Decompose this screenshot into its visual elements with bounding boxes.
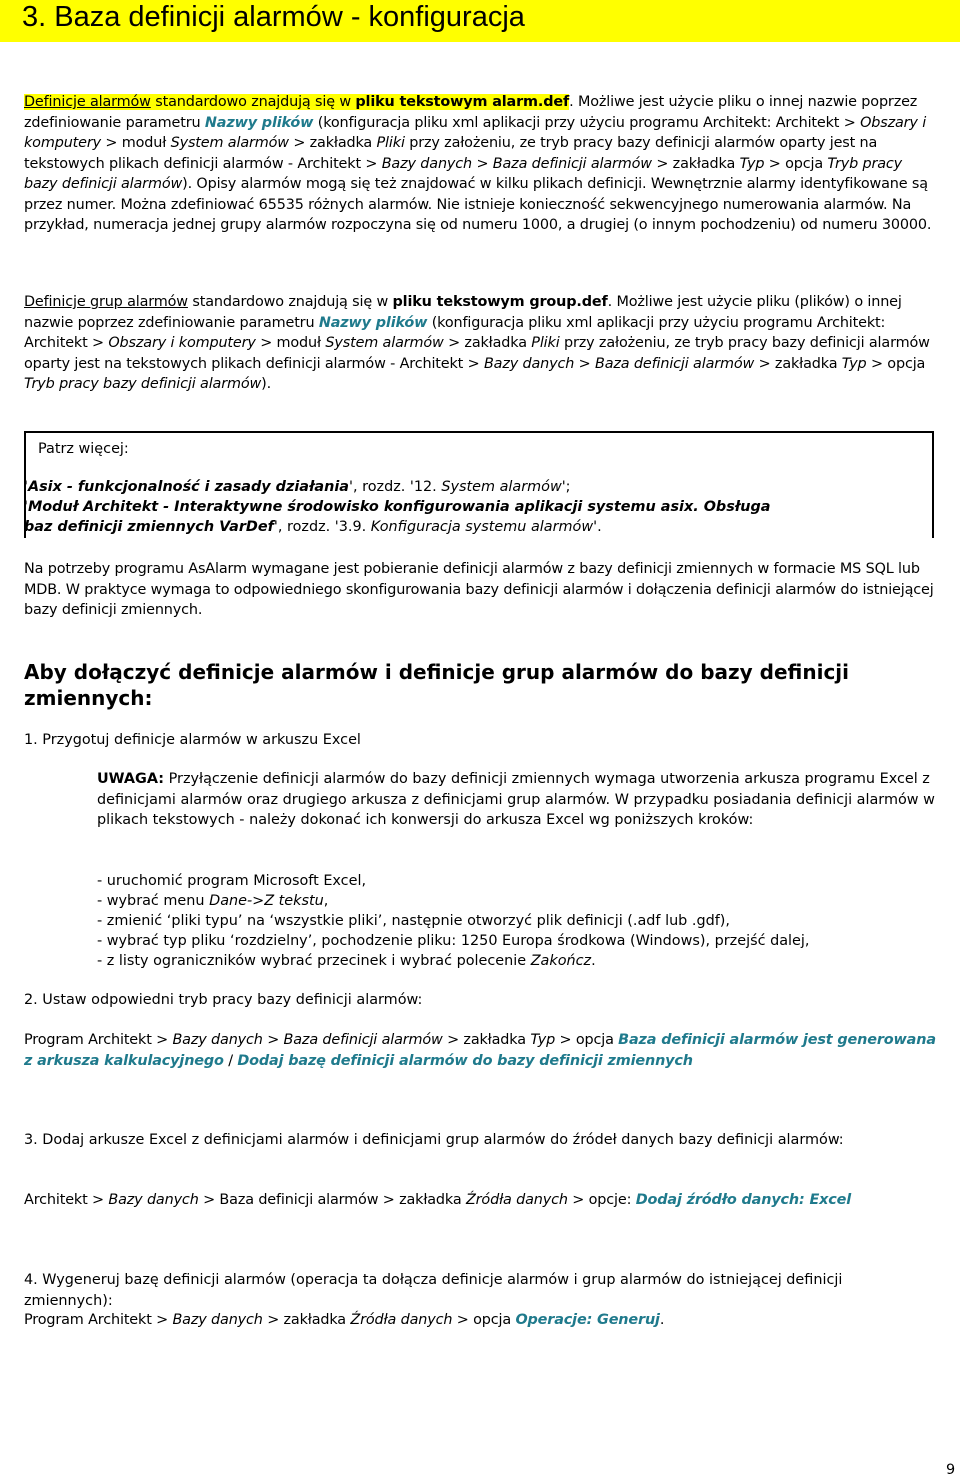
- text-run: '.: [593, 519, 602, 535]
- text-run: System alarmów: [325, 335, 444, 351]
- alarm-groups-paragraph: [24, 292, 938, 395]
- text-run: . Możliwe jest użycie pliku o innej nazwie poprzez zdefiniowanie parametru: [24, 94, 918, 131]
- page-title: 3. Baza definicji alarmów - konfiguracja: [22, 1, 525, 33]
- step-3-path: [24, 1190, 938, 1211]
- alarm-definitions-paragraph: [24, 92, 938, 236]
- text-run: Pliki: [376, 135, 405, 151]
- text-run: System alarmów: [441, 479, 562, 495]
- option-generate-from-spreadsheet[interactable]: Baza definicji alarmów jest generowana z arkusza kalkulacyjnego: [24, 1032, 936, 1069]
- text-run: > moduł: [101, 135, 171, 151]
- text-run: >: [262, 1032, 284, 1048]
- text-run: Konfiguracja systemu alarmów: [370, 519, 594, 535]
- text-run: standardowo znajdują się w: [150, 94, 356, 110]
- text-run: Program Architekt >: [24, 1312, 173, 1328]
- text-run: > zakładka: [651, 155, 740, 172]
- text-run: ': [24, 479, 28, 495]
- list-item: - zmienić ‘pliki typu’ na ‘wszystkie pliki’, następnie otworzyć plik definicji (.adf lub .gdf),: [97, 913, 730, 929]
- text-run: Program Architekt >: [24, 1032, 173, 1048]
- text-run: Asix - funkcjonalność i zasady działania: [27, 479, 349, 495]
- text-run: ', rozdz. '12.: [349, 479, 442, 495]
- text-run: Bazy danych: [108, 1192, 199, 1208]
- file-names-param: Nazwy plików: [318, 314, 428, 331]
- alarm-def-file: pliku tekstowym alarm.def: [355, 94, 570, 110]
- warning-paragraph: [97, 769, 952, 831]
- list-item: [97, 891, 328, 911]
- text-run: standardowo znajdują się w: [187, 294, 393, 310]
- step-1: 1. Przygotuj definicje alarmów w arkuszu Excel: [24, 732, 361, 748]
- group-def-file: pliku tekstowym group.def: [392, 294, 608, 310]
- text-run: ).: [261, 376, 272, 392]
- text-run: baz definicji zmiennych VarDef: [24, 519, 274, 535]
- text-run: Pliki: [531, 335, 560, 351]
- text-run: ). Opisy alarmów mogą się też znajdować w kilku plikach definicji. Wewnętrznie alarmy identyfikowane są przez numer. Można zdefiniować 65535 różnych alarmów. Nie istnieje konieczność sekwencyjnego numerowania alarmów. Na przykład, numeracja jednej grupy alarmów rozpoczyna się od numeru 1000, a drugiej (o innym pochodzeniu) od numeru 30000.: [24, 176, 932, 233]
- text-run: >: [472, 155, 493, 172]
- text-run: Bazy danych: [172, 1312, 263, 1328]
- text-run: Bazy danych: [172, 1032, 263, 1048]
- text-run: > opcja: [452, 1312, 516, 1328]
- text-run: Typ: [530, 1032, 556, 1048]
- section-heading: Aby dołączyć definicje alarmów i definicje grup alarmów do bazy definicji zmiennych:: [24, 660, 850, 710]
- list-item: - uruchomić program Microsoft Excel,: [97, 873, 367, 889]
- text-run: - z listy ograniczników wybrać przecinek i wybrać polecenie: [97, 953, 531, 969]
- text-run: .: [659, 1312, 665, 1328]
- see-also-box: [24, 431, 934, 538]
- text-run: Architekt >: [24, 1192, 109, 1208]
- text-run: Obszary i komputery: [108, 335, 256, 351]
- text-run: Bazy danych: [483, 355, 575, 372]
- text-run: - wybrać menu: [97, 893, 210, 909]
- text-run: > zakładka: [443, 335, 532, 351]
- see-also-ref-2-cont[interactable]: [24, 519, 602, 535]
- text-run: (konfiguracja pliku xml aplikacji przy użyciu programu Architekt: Architekt >: [313, 114, 861, 131]
- text-run: Baza definicji alarmów: [283, 1032, 443, 1048]
- text-run: Dane->Z tekstu: [209, 893, 324, 909]
- step-2: 2. Ustaw odpowiedni tryb pracy bazy definicji alarmów:: [24, 992, 423, 1008]
- text-run: przy założeniu, ze tryb pracy bazy definicji alarmów oparty jest na tekstowych plikach definicji alarmów - Architekt >: [24, 335, 930, 372]
- text-run: ';: [561, 479, 571, 495]
- alarm-groups-link[interactable]: Definicje grup alarmów: [24, 294, 188, 310]
- text-run: > opcje:: [567, 1192, 636, 1208]
- text-run: > zakładka: [442, 1032, 531, 1048]
- alarm-definitions-link[interactable]: Definicje alarmów: [24, 94, 151, 110]
- text-run: Źródła danych: [465, 1192, 568, 1208]
- text-run: > opcja: [866, 355, 926, 372]
- text-run: > Baza definicji alarmów > zakładka: [198, 1192, 466, 1208]
- page-number: 9: [946, 1462, 956, 1478]
- text-run: Przyłączenie definicji alarmów do bazy definicji zmiennych wymaga utworzenia arkusza programu Excel z definicjami alarmów oraz drugiego arkusza z definicjami grup alarmów. W przypadku posiadania definicji alarmów w plikach tekstowych - należy dokonać ich konwersji do arkusza Excel wg poniższych kroków:: [97, 771, 935, 828]
- list-item: [97, 951, 596, 971]
- text-run: >: [574, 355, 596, 372]
- asalarm-paragraph: Na potrzeby programu AsAlarm wymagane jest pobieranie definicji alarmów z bazy definicji zmiennych w formacie MS SQL lub MDB. W praktyce wymaga to odpowiedniego skonfigurowania bazy definicji alarmów i dołączenia definicji alarmów do istniejącej bazy definicji zmiennych.: [24, 561, 934, 618]
- file-names-param: Nazwy plików: [204, 114, 314, 131]
- text-run: Typ: [739, 155, 765, 172]
- warning-label: UWAGA:: [97, 771, 165, 787]
- text-run: > opcja: [555, 1032, 619, 1048]
- see-also-label: Patrz więcej:: [38, 441, 129, 457]
- text-run: Zakończ: [530, 953, 592, 969]
- text-run: ,: [323, 893, 329, 909]
- text-run: > moduł: [255, 335, 326, 351]
- text-run: > zakładka: [288, 135, 377, 151]
- text-run: Typ: [841, 355, 867, 372]
- option-generate[interactable]: Operacje: Generuj: [515, 1312, 660, 1328]
- text-run: Źródła danych: [350, 1312, 453, 1328]
- text-run: Bazy danych: [381, 155, 473, 172]
- list-item: - wybrać typ pliku ‘rozdzielny’, pochodzenie pliku: 1250 Europa środkowa (Windows), przejść dalej,: [97, 933, 810, 949]
- text-run: System alarmów: [170, 135, 289, 151]
- text-run: Moduł Architekt - Interaktywne środowisko konfigurowania aplikacji systemu asix. Obsługa: [27, 499, 771, 515]
- text-run: > opcja: [764, 155, 828, 172]
- step-4-path: [24, 1310, 938, 1331]
- text-run: Obszary i komputery: [24, 114, 927, 151]
- text-run: przy założeniu, ze tryb pracy bazy definicji alarmów oparty jest na tekstowych plikach definicji alarmów - Architekt >: [24, 135, 878, 172]
- see-also-ref-1[interactable]: [24, 479, 571, 495]
- step-2-path: [24, 1030, 938, 1071]
- step-4: 4. Wygeneruj bazę definicji alarmów (operacja ta dołącza definicje alarmów i grup alarmów do istniejącej definicji zmiennych):: [24, 1272, 843, 1309]
- text-run: Tryb pracy bazy definicji alarmów: [24, 376, 262, 392]
- text-run: ', rozdz. '3.9.: [273, 519, 371, 535]
- text-run: Tryb pracy bazy definicji alarmów: [24, 155, 903, 192]
- option-add-excel-source[interactable]: Dodaj źródło danych: Excel: [635, 1192, 852, 1208]
- option-add-to-variables-db[interactable]: Dodaj bazę definicji alarmów do bazy definicji zmiennych: [237, 1052, 693, 1069]
- text-run: /: [223, 1052, 238, 1069]
- text-run: Baza definicji alarmów: [492, 155, 652, 172]
- text-run: . Możliwe jest użycie pliku (plików) o innej nazwie poprzez zdefiniowanie parametru: [24, 294, 902, 331]
- text-run: .: [591, 953, 596, 969]
- text-run: ': [24, 499, 28, 515]
- text-run: Baza definicji alarmów: [595, 355, 755, 372]
- text-run: > zakładka: [262, 1312, 351, 1328]
- text-run: > zakładka: [754, 355, 842, 372]
- text-run: (konfiguracja pliku xml aplikacji przy użyciu programu Architekt: Architekt >: [24, 314, 886, 351]
- see-also-ref-2[interactable]: [24, 499, 770, 515]
- step-3: 3. Dodaj arkusze Excel z definicjami alarmów i definicjami grup alarmów do źródeł danych bazy definicji alarmów:: [24, 1132, 844, 1148]
